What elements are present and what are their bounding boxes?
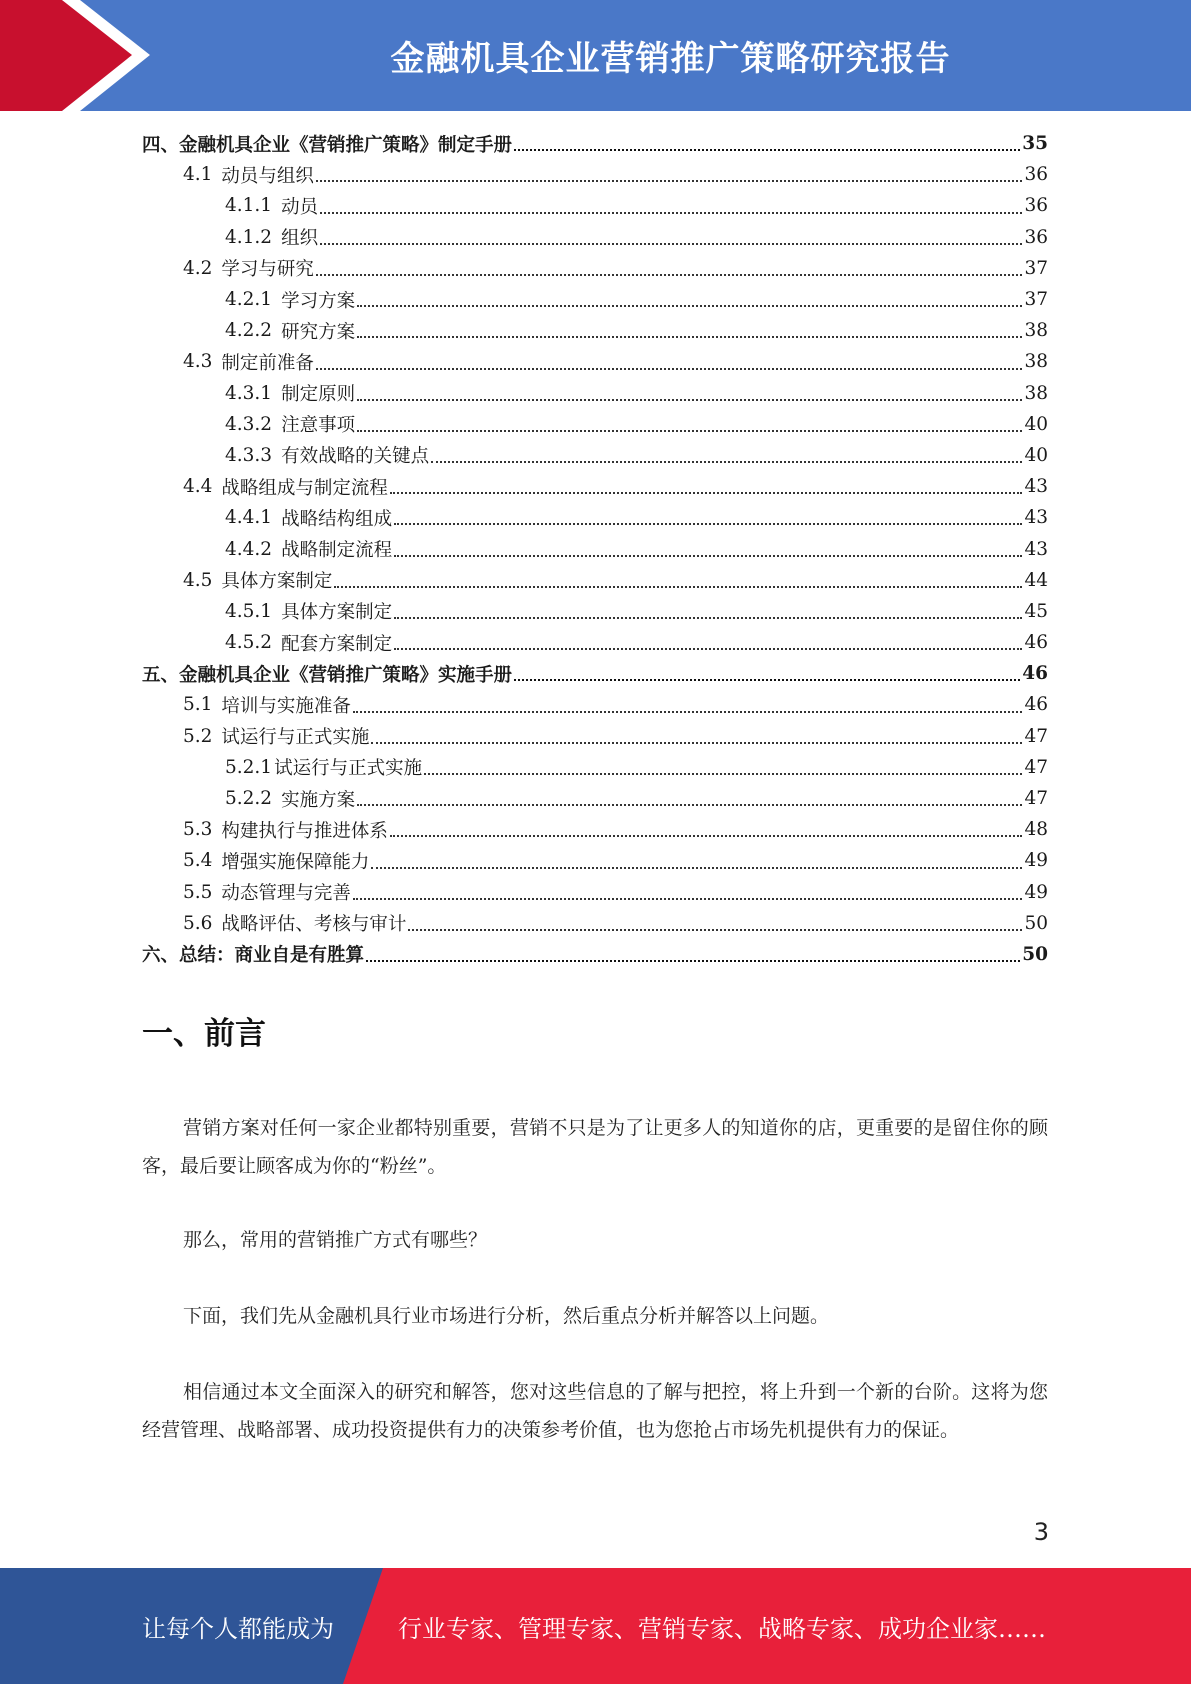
page-footer [0,1568,1191,1684]
toc-entry-page: 47 [1024,725,1048,747]
toc-entry-number: 5.3 [183,819,213,841]
toc-entry[interactable] [142,596,1048,627]
toc-dot-leader [390,491,1023,494]
toc-entry-number: 4.5.1 [225,600,273,622]
toc-entry-label: 试运行与正式实施 [274,758,423,780]
toc-dot-leader [394,616,1022,619]
toc-entry[interactable] [142,378,1048,409]
toc-entry-page: 36 [1024,195,1048,217]
toc-entry-page: 45 [1024,600,1048,622]
toc-entry[interactable] [142,159,1048,190]
toc-entry[interactable] [142,721,1048,752]
toc-entry-page: 47 [1024,788,1048,810]
toc-entry-label: 动员 [281,196,319,218]
toc-entry-label: 学习方案 [281,290,356,312]
toc-entry-page: 38 [1024,382,1048,404]
toc-entry-page: 37 [1024,289,1048,311]
toc-entry-page: 35 [1022,133,1048,155]
toc-dot-leader [514,678,1020,681]
toc-entry-label: 研究方案 [281,321,356,343]
toc-dot-leader [394,647,1022,650]
toc-entry-page: 49 [1024,850,1048,872]
toc-entry-page: 38 [1024,320,1048,342]
toc-dot-leader [357,335,1022,338]
toc-dot-leader [353,897,1023,900]
toc-dot-leader [366,959,1020,962]
toc-entry[interactable] [142,253,1048,284]
toc-entry-label: 学习与研究 [221,259,314,281]
toc-entry[interactable] [142,128,1048,159]
footer-slogan-right: 行业专家、管理专家、营销专家、战略专家、成功企业家…… [398,1614,1046,1643]
toc-entry-number: 4.3 [183,351,213,373]
toc-entry-number: 4.5.2 [225,632,273,654]
toc-entry-label: 动员与组织 [221,165,314,187]
toc-entry-number: 4.4.2 [225,538,273,560]
toc-dot-leader [316,179,1023,182]
toc-entry-number: 4.3.2 [225,413,273,435]
paragraph-analysis: 下面，我们先从金融机具行业市场进行分析，然后重点分析并解答以上问题。 [183,1305,830,1327]
toc-entry-label: 制定前准备 [221,352,314,374]
toc-entry-page: 36 [1024,226,1048,248]
toc-dot-leader [334,585,1022,588]
toc-dot-leader [353,710,1023,713]
toc-entry-label: 具体方案制定 [221,571,333,593]
toc-entry-label: 培训与实施准备 [221,695,351,717]
toc-entry-label: 增强实施保障能力 [221,851,370,873]
toc-entry-number: 4.2 [183,257,213,279]
toc-dot-leader [390,834,1023,837]
section-heading: 一、前言 [142,1016,266,1052]
toc-entry[interactable] [142,658,1048,689]
toc-entry[interactable] [142,908,1048,939]
toc-entry-page: 43 [1024,538,1048,560]
toc-entry-label: 实施方案 [281,789,356,811]
toc-entry-page: 46 [1024,632,1048,654]
toc-entry[interactable] [142,222,1048,253]
toc-entry-label: 战略评估、考核与审计 [221,914,407,936]
toc-entry[interactable] [142,315,1048,346]
toc-entry[interactable] [142,409,1048,440]
toc-entry-page: 40 [1024,413,1048,435]
toc-entry-page: 36 [1024,164,1048,186]
toc-entry-number: 5.2.2 [225,788,273,810]
toc-entry[interactable] [142,533,1048,564]
toc-entry[interactable] [142,689,1048,720]
toc-dot-leader [424,772,1022,775]
toc-entry[interactable] [142,877,1048,908]
toc-dot-leader [514,148,1020,151]
toc-entry-page: 40 [1024,444,1048,466]
toc-entry[interactable] [142,502,1048,533]
toc-entry-number: 4.1 [183,164,213,186]
page-header [0,0,1191,111]
toc-entry-page: 48 [1024,819,1048,841]
page-number: 3 [1033,1518,1049,1546]
toc-entry-page: 37 [1024,257,1048,279]
toc-entry-number: 5.1 [183,694,213,716]
toc-entry-number: 4.4.1 [225,507,273,529]
toc-entry-label: 具体方案制定 [281,602,393,624]
toc-entry-number: 4.3.1 [225,382,273,404]
toc-entry-label: 四、金融机具企业《营销推广策略》制定手册 [142,134,513,156]
toc-entry-label: 五、金融机具企业《营销推广策略》实施手册 [142,664,513,686]
toc-entry[interactable] [142,346,1048,377]
toc-entry-page: 43 [1024,507,1048,529]
toc-entry-number: 5.2 [183,725,213,747]
footer-slogan-left: 让每个人都能成为 [142,1614,334,1643]
toc-entry-label: 动态管理与完善 [221,883,351,905]
toc-entry-number: 4.4 [183,476,213,498]
toc-dot-leader [316,367,1023,370]
toc-dot-leader [357,803,1022,806]
toc-dot-leader [357,398,1022,401]
toc-entry-number: 4.2.1 [225,289,273,311]
toc-entry-page: 46 [1022,663,1048,685]
toc-entry[interactable] [142,939,1048,970]
toc-entry-page: 46 [1024,694,1048,716]
toc-entry-label: 注意事项 [281,415,356,437]
toc-dot-leader [371,741,1022,744]
toc-entry-label: 组织 [281,228,319,250]
toc-entry-label: 战略结构组成 [281,508,393,530]
toc-entry-label: 配套方案制定 [281,633,393,655]
toc-entry-page: 47 [1024,756,1048,778]
toc-entry[interactable] [142,565,1048,596]
paragraph-conclusion: 相信通过本文全面深入的研究和解答，您对这些信息的了解与把控，将上升到一个新的台阶。这将为您经营管理、战略部署、成功投资提供有力的决策参考价值，也为您抢占市场先机提供有力的保证。 [142,1381,1048,1441]
toc-entry[interactable] [142,814,1048,845]
toc-entry-number: 4.1.1 [225,195,273,217]
toc-entry-page: 49 [1024,881,1048,903]
toc-entry[interactable] [142,440,1048,471]
toc-entry[interactable] [142,752,1048,783]
toc-entry[interactable] [142,471,1048,502]
toc-dot-leader [320,211,1022,214]
toc-entry-number: 5.6 [183,912,213,934]
toc-dot-leader [394,554,1022,557]
toc-dot-leader [371,866,1022,869]
toc-entry-number: 4.1.2 [225,226,273,248]
toc-entry-label: 有效战略的关键点 [281,446,430,468]
toc-entry[interactable] [142,627,1048,658]
toc-entry[interactable] [142,783,1048,814]
toc-entry-label: 制定原则 [281,384,356,406]
toc-entry[interactable] [142,190,1048,221]
toc-entry-number: 4.2.2 [225,320,273,342]
report-title: 金融机具企业营销推广策略研究报告 [390,39,951,79]
toc-entry-page: 44 [1024,569,1048,591]
toc-dot-leader [320,242,1022,245]
toc-entry-page: 50 [1022,943,1048,965]
toc-entry-label: 战略制定流程 [281,540,393,562]
toc-entry-page: 43 [1024,476,1048,498]
toc-entry-number: 4.5 [183,569,213,591]
toc-dot-leader [357,304,1022,307]
toc-entry-label: 战略组成与制定流程 [221,477,388,499]
toc-dot-leader [431,460,1022,463]
toc-dot-leader [357,429,1022,432]
toc-entry-number: 5.4 [183,850,213,872]
toc-entry-number: 5.5 [183,881,213,903]
toc-entry-page: 50 [1024,912,1048,934]
toc-dot-leader [316,273,1023,276]
toc-entry-label: 六、总结：商业自是有胜算 [142,945,365,967]
toc-entry-label: 试运行与正式实施 [221,727,370,749]
toc-dot-leader [408,928,1022,931]
paragraph-intro: 营销方案对任何一家企业都特别重要，营销不只是为了让更多人的知道你的店，更重要的是留住你的顾客，最后要让顾客成为你的“粉丝”。 [142,1117,1048,1177]
paragraph-question: 那么，常用的营销推广方式有哪些？ [183,1229,488,1251]
toc-entry[interactable] [142,845,1048,876]
toc-entry-label: 构建执行与推进体系 [221,820,388,842]
toc-entry-number: 4.3.3 [225,444,273,466]
toc-entry[interactable] [142,284,1048,315]
toc-entry-page: 38 [1024,351,1048,373]
toc-entry-number: 5.2.1 [225,756,273,778]
toc-dot-leader [394,522,1022,525]
table-of-contents [142,128,1048,970]
